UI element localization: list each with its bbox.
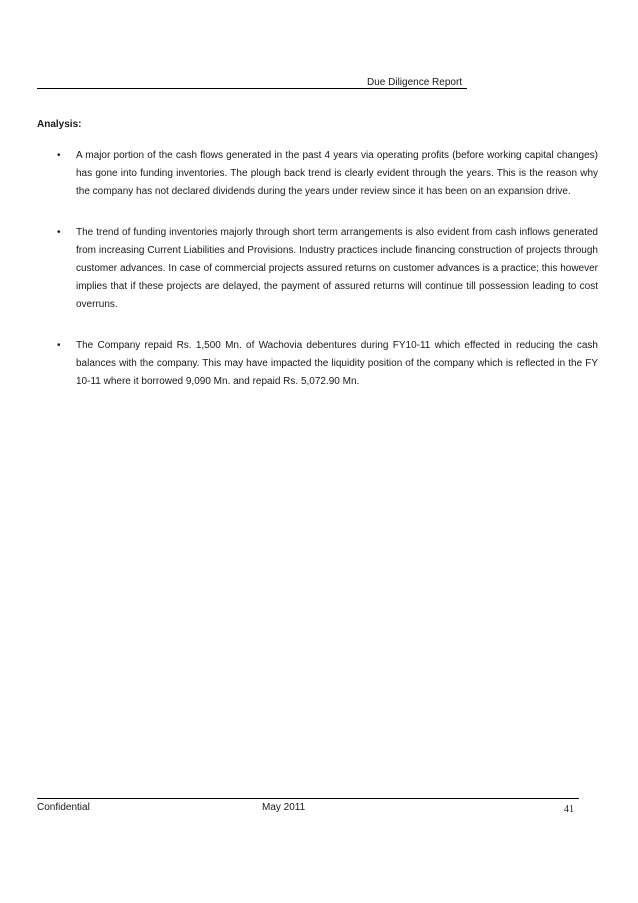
analysis-bullet-list — [37, 147, 598, 414]
page-number: 41 — [564, 804, 574, 815]
bullet-icon: • — [57, 150, 61, 161]
bullet-item-debenture-repayment — [37, 337, 598, 391]
analysis-heading: Analysis: — [37, 119, 82, 130]
bullet-icon: • — [57, 340, 61, 351]
header-divider — [37, 88, 467, 89]
footer-divider — [37, 798, 579, 799]
bullet-item-funding-trend — [37, 224, 598, 314]
footer-confidential-label: Confidential — [37, 802, 90, 813]
report-header-title: Due Diligence Report — [367, 77, 463, 88]
bullet-text: The Company repaid Rs. 1,500 Mn. of Wachovia debentures during FY10-11 which effected in reducing the cash balances with the company. This may have impacted the liquidity position of the company which is reflected in the FY 10-11 where it borrowed 9,090 Mn. and repaid Rs. 5,072.90 Mn. — [76, 340, 598, 387]
bullet-item-cash-flows — [37, 147, 598, 201]
bullet-text: The trend of funding inventories majorly through short term arrangements is also evident from cash inflows generated from increasing Current Liabilities and Provisions. Industry practices include financing construction of projects through customer advances. In case of commercial projects assured returns on customer advances is a practice; this however implies that if these projects are delayed, the payment of assured returns will continue till possession leading to cost overruns. — [76, 227, 598, 310]
bullet-icon: • — [57, 227, 61, 238]
footer-date: May 2011 — [262, 802, 306, 813]
bullet-text: A major portion of the cash flows generated in the past 4 years via operating profits (before working capital changes) has gone into funding inventories. The plough back trend is clearly evident through the years. This is the reason why the company has not declared dividends during the years under review since it has been on an expansion drive. — [76, 150, 598, 197]
